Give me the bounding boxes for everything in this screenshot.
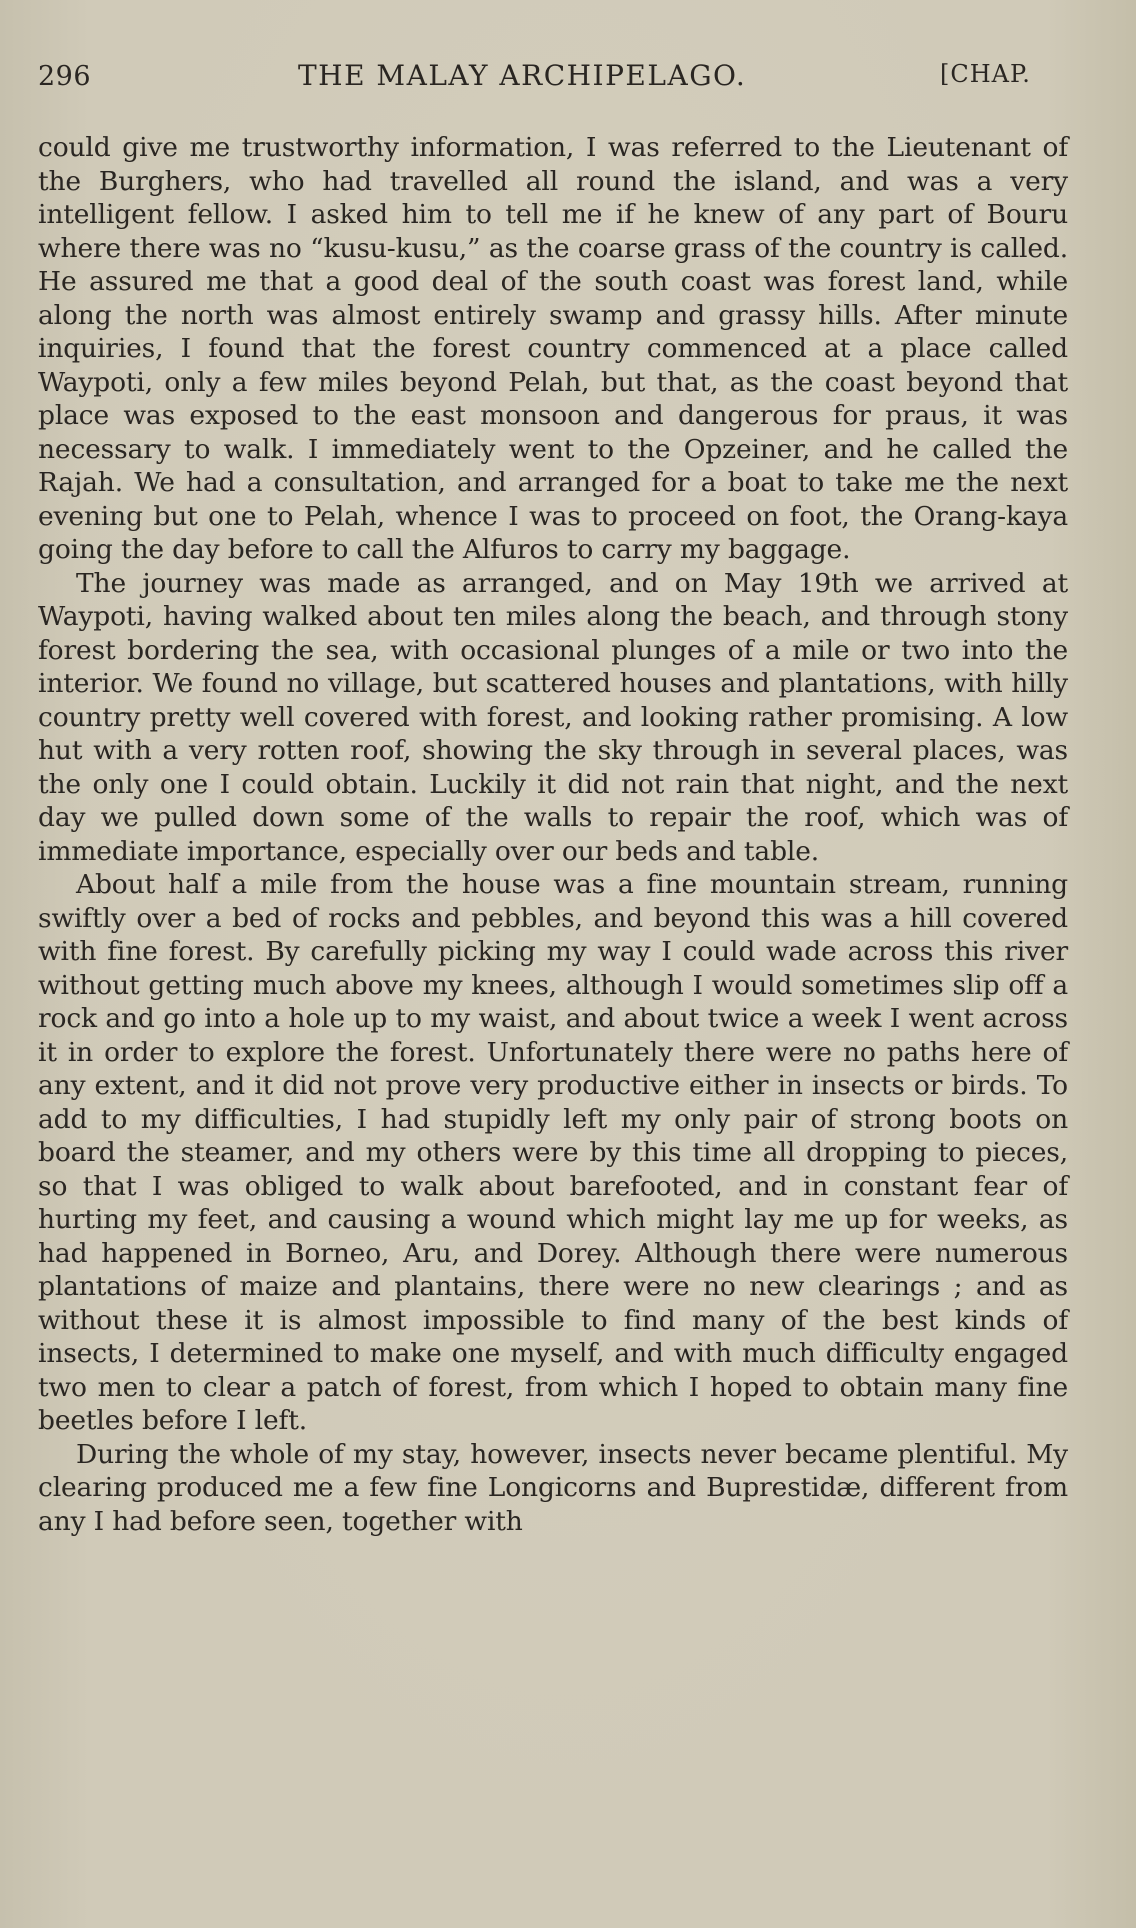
page-header (38, 55, 1068, 95)
chapter-mark: [CHAP. (940, 60, 1031, 88)
paragraph-journey: The journey was made as arranged, and on May 19th we arrived at Waypoti, having walked about ten miles along the beach, and through stony forest bordering the sea, with occasional plunges of a mile or two into the interior. We found no village, but scattered houses and plantations, with hilly country pretty well covered with forest, and looking rather promising. A low hut with a very rotten roof, showing the sky through in several places, was the only one I could obtain. Luckily it did not rain that night, and the next day we pulled down some of the walls to repair the roof, which was of immediate importance, especially over our beds and table. (38, 567, 1068, 867)
body-text (38, 131, 1068, 1538)
paragraph-mountain-stream: About half a mile from the house was a fine mountain stream, running swiftly over a bed of rocks and pebbles, and beyond this was a hill covered with fine forest. By carefully picking my way I could wade across this river without getting much above my knees, although I would sometimes slip off a rock and go into a hole up to my waist, and about twice a week I went across it in order to explore the forest. Unfortunately there were no paths here of any extent, and it did not prove very productive either in insects or birds. To add to my difficulties, I had stupidly left my only pair of strong boots on board the steamer, and my others were by this time all dropping to pieces, so that I was obliged to walk about barefooted, and in constant fear of hurting my feet, and causing a wound which might lay me up for weeks, as had happened in Borneo, Aru, and Dorey. Although there were numerous plantations of maize and plantains, there were no new clearings ; and as without these it is almost impossible to find many of the best kinds of insects, I determined to make one myself, and with much difficulty engaged two men to clear a patch of forest, from which I hoped to obtain many fine beetles before I left. (38, 869, 1068, 1436)
paragraph-continued: could give me trustworthy information, I was referred to the Lieutenant of the Burghers, who had travelled all round the island, and was a very intelligent fellow. I asked him to tell me if he knew of any part of Bouru where there was no “kusu-kusu,” as the coarse grass of the country is called. He assured me that a good deal of the south coast was forest land, while along the north was almost entirely swamp and grassy hills. After minute inquiries, I found that the forest country commenced at a place called Waypoti, only a few miles beyond Pelah, but that, as the coast beyond that place was exposed to the east monsoon and dangerous for praus, it was necessary to walk. I immediately went to the Opzeiner, and he called the Rajah. We had a consultation, and arranged for a boat to take me the next evening but one to Pelah, whence I was to proceed on foot, the Orang-kaya going the day before to call the Alfuros to carry my baggage. (38, 132, 1068, 565)
running-title: THE MALAY ARCHIPELAGO. (298, 59, 747, 92)
paragraph-insects: During the whole of my stay, however, insects never became plentiful. My clearing produced me a few fine Longicorns and Buprestidæ, different from any I had before seen, together with (38, 1438, 1068, 1537)
page-number: 296 (38, 61, 92, 92)
